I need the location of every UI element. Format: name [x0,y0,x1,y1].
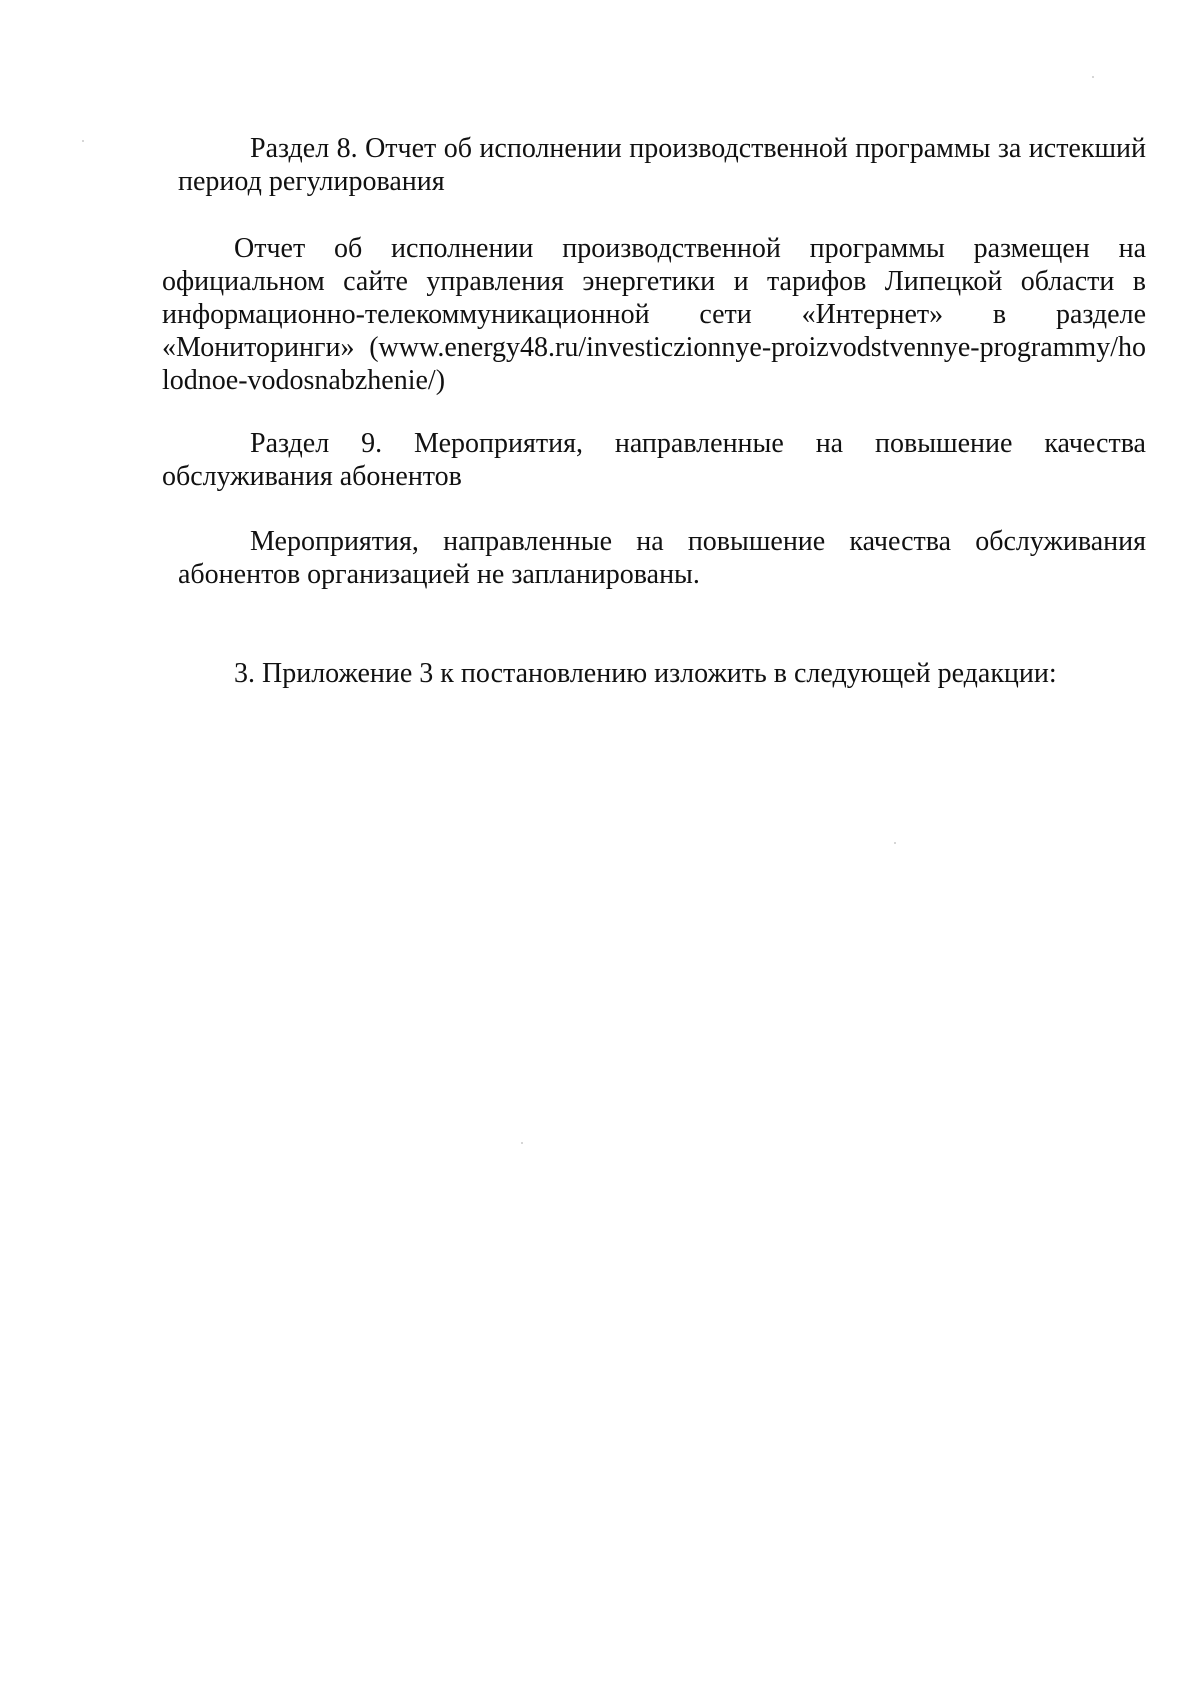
section-8-heading: Раздел 8. Отчет об исполнении производственной программы за истекший период регулирования [178,133,1146,197]
scan-speck [1092,76,1094,78]
section-8-body-close: ) [435,365,446,396]
monitoring-url: www.energy48.ru/investiczionnye-proizvodstvennye-programmy/holodnoe-vodosnabzhenie/ [162,332,1146,396]
item-3-instruction: 3. Приложение 3 к постановлению изложить в следующей редакции: [234,658,1057,689]
section-9-body: Мероприятия, направленные на повышение качества обслуживания абонентов организацией не запланированы. [178,526,1146,590]
section-8-body [162,232,1146,397]
scan-speck [82,140,84,142]
section-8-body-text: Отчет об исполнении производственной программы размещен на официальном сайте управления энергетики и тарифов Липецкой области в информационно-телекоммуникационной сети «Интернет» в разделе «Мониторинги» ( [162,233,1146,363]
scan-speck [521,1142,523,1144]
section-9-heading: Раздел 9. Мероприятия, направленные на повышение качества обслуживания абонентов [162,428,1146,492]
scan-speck [894,842,896,844]
